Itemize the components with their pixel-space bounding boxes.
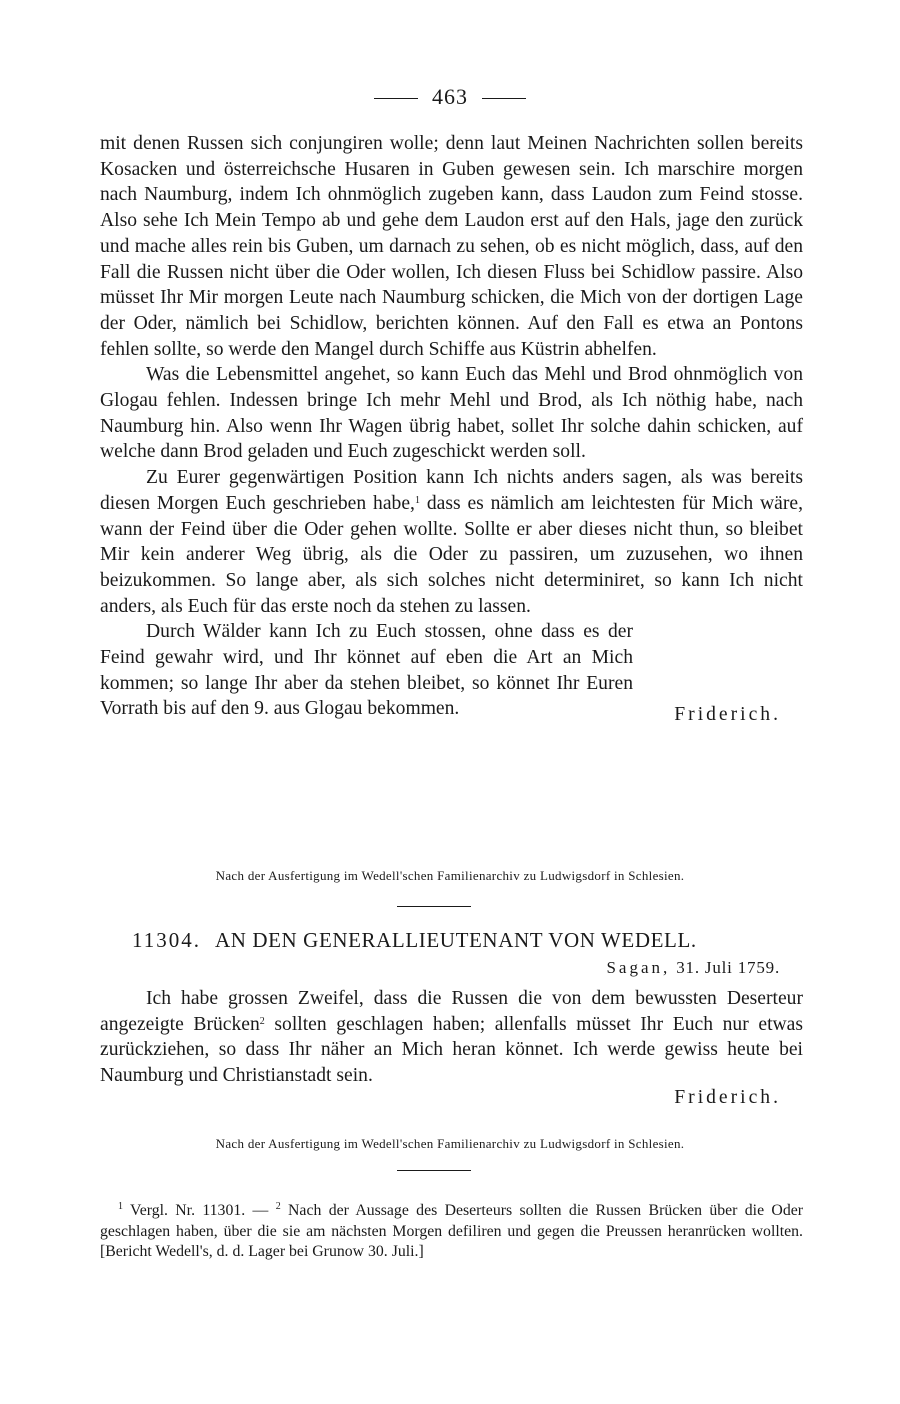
letter1-paragraph-3-text-b: dass es nämlich am leichtesten für Mich wäre, wann der Feind über die Oder gehen wollte. Sollte er aber dieses nicht thun, so bleibet Mir kein anderer Weg übrig, als die Oder zu passiren, um zuzusehen, wo ihnen beizukommen. So lange aber, als sich solches nicht determiniret, so kann Ich nicht anders, als Euch für das erste noch da stehen zu lassen. (100, 492, 804, 617)
letter2-closing (100, 986, 803, 1109)
letter2-paragraph-1-text-a: Ich habe grossen Zweifel, dass die Russen die von dem bewussten Deserteur angezeigte Brücken (100, 988, 803, 1035)
letter2-signature: Friderich. (674, 1087, 781, 1109)
letter-body-1 (100, 131, 804, 726)
letter1-signature: Friderich. (674, 704, 781, 726)
page-number (0, 84, 900, 110)
footnote-2-text: Nach der Aussage des Deserteurs sollten die Russen Brücken über die Oder geschlagen haben, über die sie am nächsten Morgen defiliren und gegen die Preussen heranrücken wollten. [Bericht Wedell's, d. d. Lager bei Grunow 30. Juli.] (100, 1202, 803, 1260)
letter1-paragraph-3-text-a: Zu Eurer gegenwärtigen Position kann Ich nichts anders sagen, als was bereits diesen Morgen Euch geschrieben habe, (100, 467, 803, 514)
letter2-number: 11304. (132, 928, 201, 952)
letter1-paragraph-1: mit denen Russen sich conjungiren wolle; denn laut Meinen Nachrichten sollen bereits Kosacken und österreichsche Husaren in Guben gewesen sein. Ich marschire morgen nach Naumburg, indem Ich ohnmöglich zugeben kann, dass Laudon zum Feind stosse. Also sehe Ich Mein Tempo ab und gehe dem Laudon erst auf den Hals, jage den zurück und mache alles rein bis Guben, um darnach zu sehen, ob es nicht möglich, dass, auf den Fall die Russen nicht über die Oder wollen, Ich diesen Fluss bei Schidlow passire. Also müsset Ihr Mir morgen Leute nach Naumburg schicken, die Mich von der dortigen Lage der Oder, nämlich bei Schidlow, berichten können. Auf den Fall es etwa an Pontons fehlen sollte, so werde den Mangel durch Schiffe aus Küstrin abhelfen. (100, 133, 803, 360)
letter2-source-note: Nach der Ausfertigung im Wedell'schen Familienarchiv zu Ludwigsdorf in Schlesien. (215, 1136, 685, 1151)
letter2-place: Sagan, (606, 958, 671, 977)
footnote-ref-2: 2 (259, 1015, 265, 1027)
letter2-heading (132, 928, 697, 953)
page-number-dash-left (374, 98, 418, 99)
page-number-dash-right (482, 98, 526, 99)
footnote-marker-1: 1 (118, 1201, 123, 1212)
letter2-paragraph-1 (100, 986, 803, 1089)
footnotes (100, 1201, 803, 1263)
footnote-ref-1: 1 (414, 494, 420, 506)
letter2-dateline (606, 958, 780, 978)
section-separator (397, 906, 471, 907)
letter-body-2 (100, 986, 803, 1109)
letter2-paragraph-1-text-b: sollten geschlagen haben; allenfalls müsset Ihr Euch nur etwas zurückziehen, so dass Ihr näher an Mich heran könnet. Ich werde gewiss heute bei Naumburg und Christianstadt sein. (100, 1013, 803, 1087)
page-number-text: 463 (432, 84, 468, 109)
letter1-closing (100, 619, 803, 726)
footnote-marker-2: 2 (275, 1201, 281, 1212)
footnote-separator (397, 1170, 471, 1171)
footnote-1-text: Vergl. Nr. 11301. — (123, 1202, 276, 1219)
letter1-paragraph-4: Durch Wälder kann Ich zu Euch stossen, ohne dass es der Feind gewahr wird, und Ihr könnet auf eben die Art an Mich kommen; so lange Ihr aber da stehen bleibet, so könnet Ihr Euren Vorrath bis auf den 9. aus Glogau bekommen. (100, 621, 633, 720)
footnote-text (100, 1201, 803, 1263)
letter2-date: 31. Juli 1759. (676, 958, 780, 977)
letter1-source-note: Nach der Ausfertigung im Wedell'schen Familienarchiv zu Ludwigsdorf in Schlesien. (215, 868, 685, 883)
letter1-paragraph-2: Was die Lebensmittel angehet, so kann Euch das Mehl und Brod ohnmöglich von Glogau fehlen. Indessen bringe Ich mehr Mehl und Brod, als Ich nöthig habe, nach Naumburg hin. Also wenn Ihr Wagen übrig habet, sollet Ihr solche dahin schicken, auf welche dann Brod geladen und Euch zugeschickt werden soll. (100, 364, 803, 463)
letter1-paragraph-3 (100, 465, 803, 619)
letter2-title: AN DEN GENERALLIEUTENANT VON WEDELL. (214, 928, 697, 952)
